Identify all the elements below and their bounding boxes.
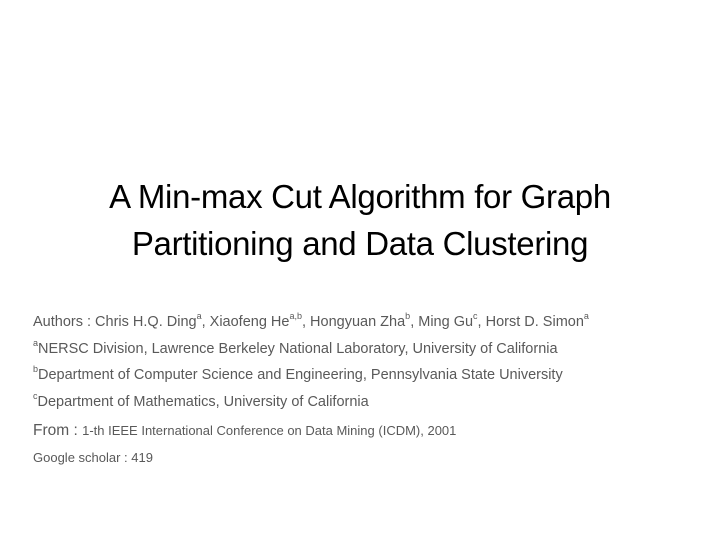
title-line-1: A Min-max Cut Algorithm for Graph (109, 178, 611, 215)
he-affiliation-mark: a,b (289, 311, 302, 322)
affiliation-c (33, 393, 369, 412)
simon-affiliation-mark: a (583, 311, 589, 322)
author-simon: , Horst D. Simon (477, 314, 584, 330)
author-gu: , Ming Gu (410, 314, 474, 330)
slide-title (109, 173, 611, 267)
title-line-2: Partitioning and Data Clustering (131, 225, 589, 262)
source-label: From : (33, 422, 83, 439)
author-zha: , Hongyuan Zha (301, 314, 406, 330)
affiliation-a-mark: a (33, 338, 39, 349)
author-he: , Xiaofeng He (201, 314, 290, 330)
affiliation-b-text: Department of Computer Science and Engineering, Pennsylvania State University (38, 367, 563, 383)
affiliation-b (33, 366, 563, 385)
citation-count: Google scholar : 419 (33, 450, 153, 465)
affiliation-b-mark: b (33, 364, 39, 375)
affiliation-a (33, 340, 558, 359)
affiliation-a-text: NERSC Division, Lawrence Berkeley National Laboratory, University of California (38, 341, 558, 357)
affiliation-c-mark: c (33, 391, 38, 402)
gu-affiliation-mark: c (473, 311, 478, 322)
zha-affiliation-mark: b (405, 311, 411, 322)
ding-affiliation-mark: a (196, 311, 202, 322)
authors-line (33, 313, 589, 332)
source-text: 1-th IEEE International Conference on Data Mining (ICDM), 2001 (82, 423, 457, 438)
authors-prefix: Authors : Chris H.Q. Ding (33, 314, 197, 330)
slide-title-area (54, 162, 666, 278)
affiliation-c-text: Department of Mathematics, University of California (37, 394, 369, 410)
source-line (33, 421, 456, 441)
